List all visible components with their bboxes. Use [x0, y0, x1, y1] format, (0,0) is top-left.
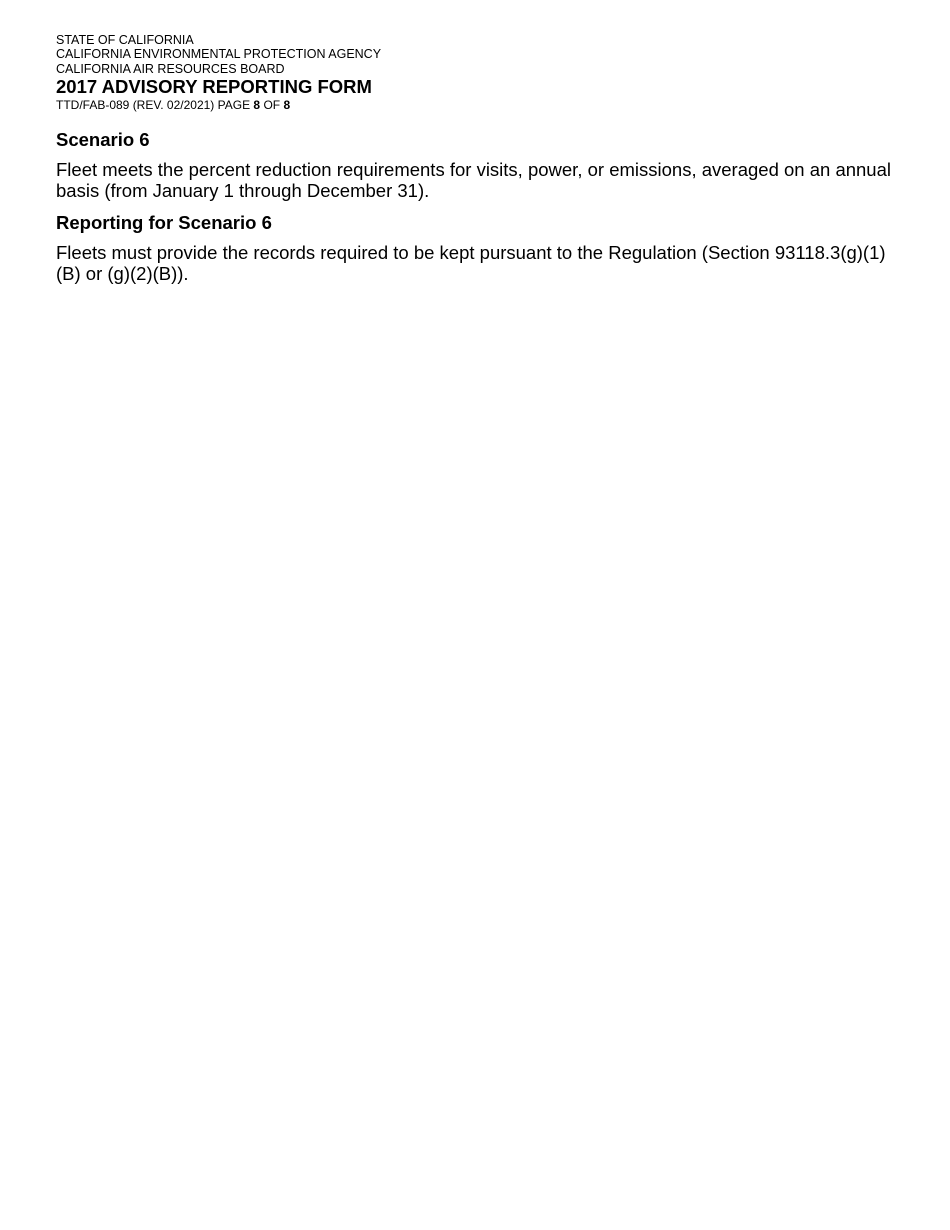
document-page: [56, 33, 896, 285]
scenario-heading: Scenario 6: [56, 128, 150, 150]
page-of: OF: [260, 97, 284, 112]
page-current: 8: [253, 97, 261, 112]
form-header: [56, 33, 896, 112]
form-id-line: [56, 98, 896, 112]
form-title: 2017 ADVISORY REPORTING FORM: [56, 75, 372, 97]
scenario-description: Fleet meets the percent reduction requirements for visits, power, or emissions, averaged on an annual basis (from January 1 through December 31).: [56, 158, 891, 202]
board-line: CALIFORNIA AIR RESOURCES BOARD: [56, 61, 285, 76]
state-line: STATE OF CALIFORNIA: [56, 33, 194, 47]
form-id-prefix: TTD/FAB-089 (REV. 02/2021) PAGE: [56, 97, 254, 112]
agency-line: CALIFORNIA ENVIRONMENTAL PROTECTION AGENCY: [56, 47, 382, 62]
reporting-description: Fleets must provide the records required to be kept pursuant to the Regulation (Section 93118.3(g)(1)(B) or (g)(2)(B)).: [56, 241, 886, 285]
reporting-heading: Reporting for Scenario 6: [56, 211, 272, 233]
page-total: 8: [283, 97, 291, 112]
